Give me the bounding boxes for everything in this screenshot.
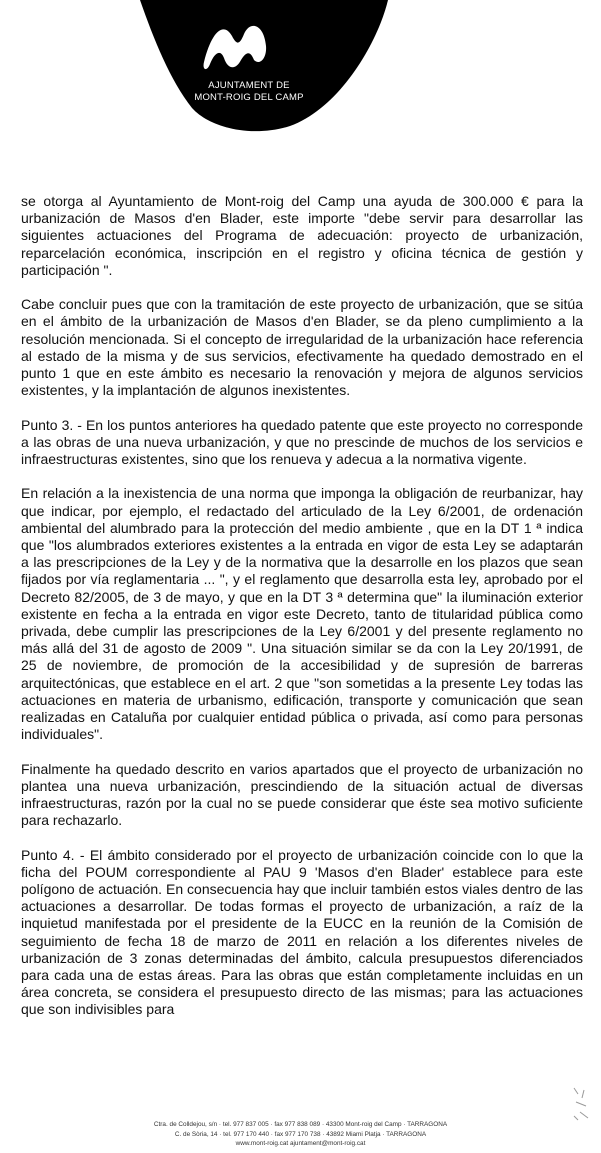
logo-emblem (140, 0, 388, 135)
footer-address-2: C. de Sòria, 14 · tel. 977 170 440 · fax 977 170 738 · 43892 Miami Platja · TARRAGONA (174, 1130, 427, 1138)
paragraph: se otorga al Ayuntamiento de Mont-roig del Camp una ayuda de 300.000 € para la urbanización de Masos d'en Blader, este importe "debe servir para desarrollar las siguientes actuaciones del Programa de adecuación: proyecto de urbanización, reparcelación económica, inscripción en el registro y oficina técnica de gestión y participación ". (21, 193, 583, 278)
ink-stamp-mark (570, 1084, 594, 1124)
paragraph: Punto 3. - En los puntos anteriores ha quedado patente que este proyecto no corresponde a las obras de una nueva urbanización, y que no prescinde de muchos de los servicios e infraestructuras existentes, sino que los renueva y adecua a la normativa vigente. (21, 416, 583, 468)
paragraph: Punto 4. - El ámbito considerado por el proyecto de urbanización coincide con lo que la ficha del POUM correspondiente al PAU 9 'Masos d'en Blader' establece para este polígono de actuación. En consecuencia hay que incluir también estos viales dentro de las actuaciones a desarrollar. De todas formas el proyecto de urbanización, a raíz de la inquietud manifestada por el presidente de la EUCC en la reunión de la Comisión de seguimiento de fecha 18 de marzo de 2011 en relación a los diferentes niveles de urbanización de 3 zonas determinadas del ámbito, calcula presupuestos diferenciados para cada una de estas áreas. Para las obras que están completamente incluidas en un área concreta, se considera el presupuesto directo de las mismas; para las actuaciones que son indivisibles para (21, 846, 583, 1018)
logo-line-1: AJUNTAMENT DE (208, 80, 290, 91)
logo-text (184, 80, 314, 104)
letter-body (21, 193, 583, 1036)
paragraph: En relación a la inexistencia de una norma que imponga la obligación de reurbanizar, hay que indicar, por ejemplo, el redactado del articulado de la Ley 6/2001, de ordenación ambiental del alumbrado para la protección del medio ambiente , que en la DT 1 ª indica que "los alumbrados exteriores existentes a la entrada en vigor de esta Ley se adaptarán a las prescripciones de la Ley y de la normativa que la desarrolle en los plazos que sean fijados por vía reglamentaria ... ", y el reglamento que desarrolla esta ley, aprobado por el Decreto 82/2005, de 3 de mayo, y que en la DT 3 ª determina que" la iluminación exterior existente en fecha a la entrada en vigor este Decreto, tanto de titularidad pública como privada, debe cumplir las prescripciones de la Ley 6/2001 y del presente reglamento no más allá del 31 de agosto de 2009 ". Una situación similar se da con la Ley 20/1991, de 25 de noviembre, de promoción de la accesibilidad y de supresión de barreras arquitectónicas, que establece en el art. 2 que "son sometidas a la presente Ley todas las actuaciones en materia de urbanismo, edificación, transporte y comunicación que sean realizadas en Cataluña por cualquier entidad pública o privada, así como para personas individuales". (21, 485, 583, 743)
logo-line-2: MONT-ROIG DEL CAMP (194, 92, 304, 103)
page-footer (0, 1120, 601, 1149)
footer-web-email: www.mont-roig.cat ajuntament@mont-roig.cat (235, 1140, 366, 1147)
footer-address-1: Ctra. de Colldejou, s/n · tel. 977 837 005 · fax 977 838 089 · 43300 Mont-roig del Camp · TARRAGONA (153, 1121, 448, 1128)
paragraph: Cabe concluir pues que con la tramitación de este proyecto de urbanización, que se sitúa en el ámbito de la urbanización de Masos d'en Blader, se da pleno cumplimiento a la resolución mencionada. Si el concepto de irregularidad de la urbanización hace referencia al estado de la misma y de sus servicios, efectivamente ha quedado demostrado en el punto 1 que en este ámbito es necesario la renovación y mejora de algunos servicios existentes, y la implantación de algunos inexistentes. (21, 296, 583, 399)
municipal-logo (140, 0, 388, 135)
paragraph: Finalmente ha quedado descrito en varios apartados que el proyecto de urbanización no plantea una nueva urbanización, prescindiendo de la situación actual de diversas infraestructuras, razón por la cual no se puede considerar que éste sea motivo suficiente para rechazarlo. (21, 760, 583, 829)
